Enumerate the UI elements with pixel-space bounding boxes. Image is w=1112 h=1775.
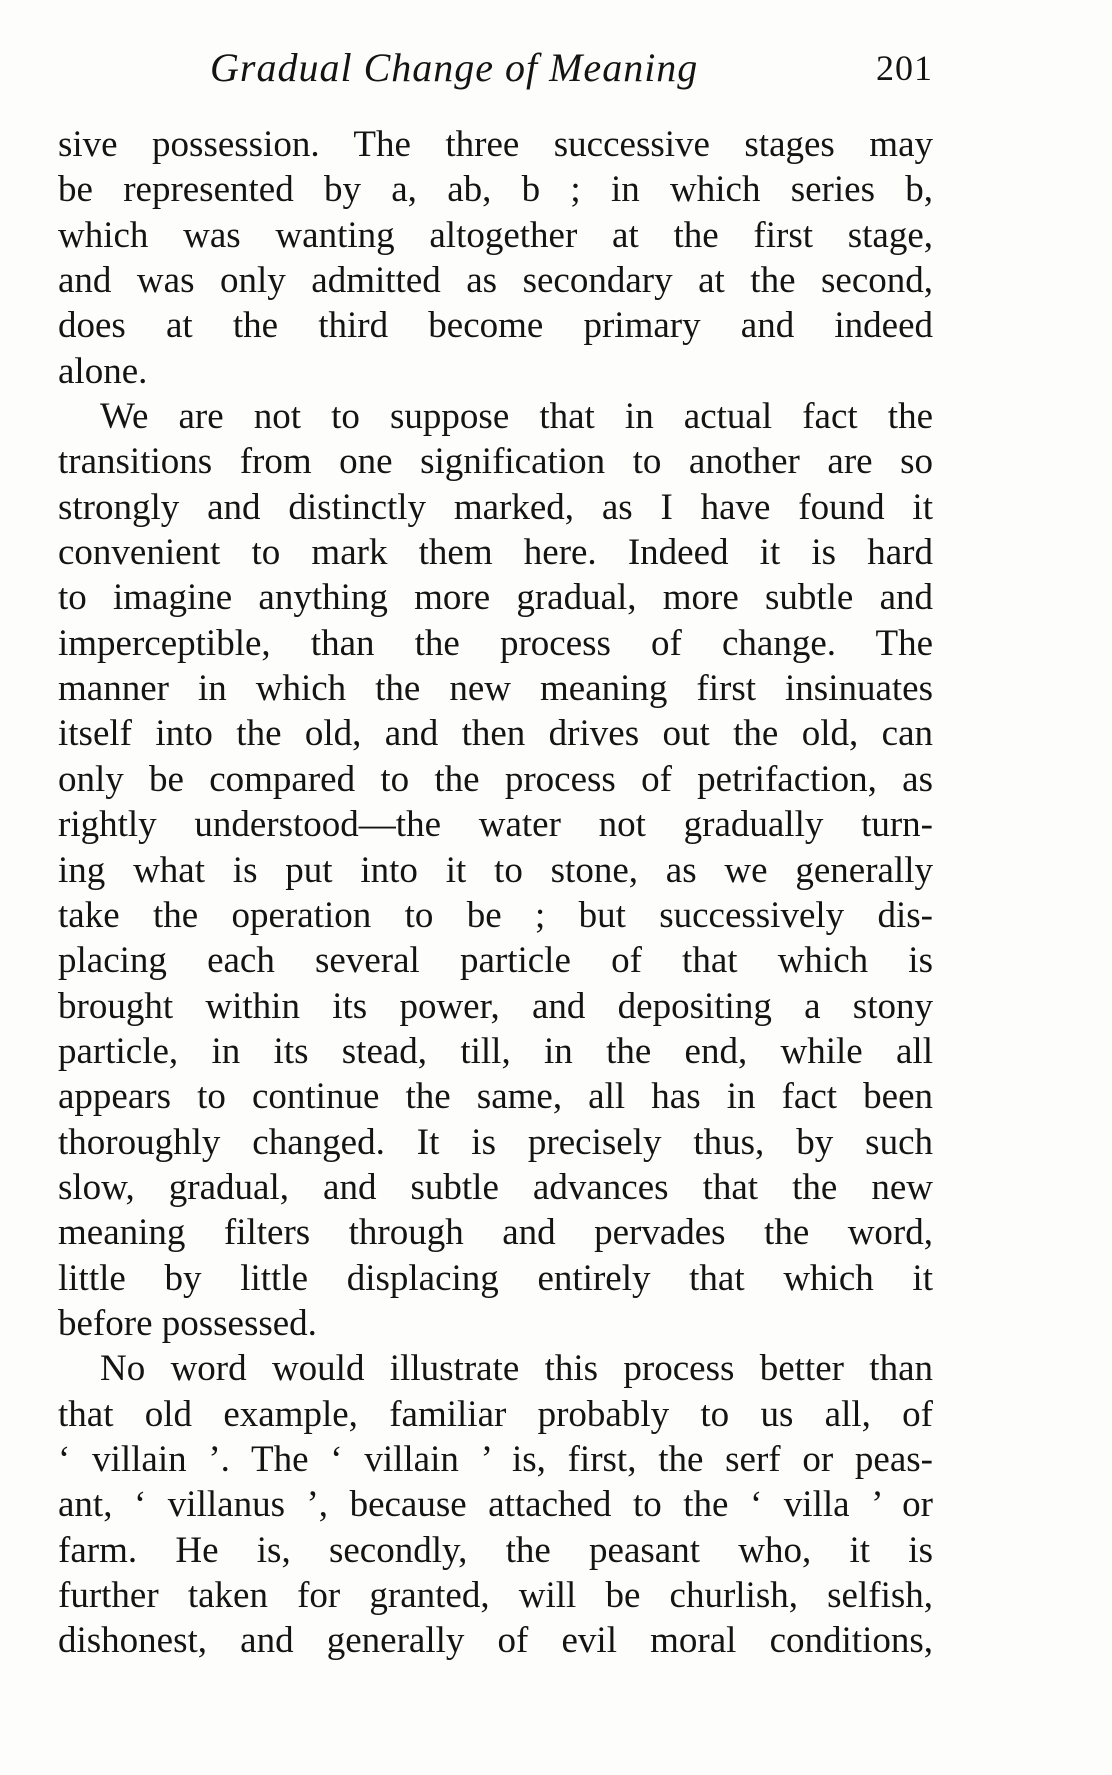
running-title: Gradual Change of Meaning	[210, 45, 699, 90]
text-line: sive possession. The three successive stages may	[58, 124, 933, 165]
text-line: appears to continue the same, all has in fact been	[58, 1076, 933, 1118]
text-line: does at the third become primary and indeed	[58, 305, 933, 347]
text-line: ‘ villain ’. The ‘ villain ’ is, first, the serf or peas-	[58, 1438, 933, 1480]
text-line: imperceptible, than the process of change. The	[58, 622, 933, 664]
text-line: before possessed.	[58, 1302, 317, 1344]
text-line: particle, in its stead, till, in the end, while all	[58, 1030, 933, 1072]
text-line: little by little displacing entirely that which it	[58, 1257, 933, 1299]
text-line: ant, ‘ villanus ’, because attached to the ‘ villa ’ or	[58, 1484, 933, 1526]
text-line: alone.	[58, 350, 148, 392]
text-line: manner in which the new meaning first insinuates	[58, 668, 933, 710]
text-line: placing each several particle of that which is	[58, 940, 933, 982]
text-line: farm. He is, secondly, the peasant who, it is	[58, 1529, 933, 1571]
text-line: We are not to suppose that in actual fact the	[100, 396, 933, 438]
text-line: dishonest, and generally of evil moral conditions,	[58, 1620, 933, 1662]
text-line: convenient to mark them here. Indeed it is hard	[58, 532, 933, 574]
text-line: strongly and distinctly marked, as I have found it	[58, 486, 933, 528]
text-line: brought within its power, and depositing a stony	[58, 985, 933, 1027]
page-number: 201	[876, 48, 933, 88]
text-line: further taken for granted, will be churlish, selfish,	[58, 1575, 933, 1616]
body-text	[58, 122, 933, 1664]
text-line: slow, gradual, and subtle advances that the new	[58, 1166, 933, 1208]
text-line: to imagine anything more gradual, more subtle and	[58, 577, 933, 619]
text-line: which was wanting altogether at the first stage,	[58, 214, 933, 256]
text-line: and was only admitted as secondary at the second,	[58, 260, 933, 302]
text-line: only be compared to the process of petrifaction, as	[58, 758, 933, 800]
text-line: rightly understood—the water not gradually turn-	[58, 804, 933, 846]
text-line: ing what is put into it to stone, as we generally	[58, 849, 933, 891]
text-line: take the operation to be ; but successively dis-	[58, 894, 933, 936]
text-line: thoroughly changed. It is precisely thus, by such	[58, 1121, 933, 1163]
text-line: No word would illustrate this process better than	[100, 1348, 933, 1390]
text-line: be represented by a, ab, b ; in which series b,	[58, 169, 933, 211]
running-head	[210, 38, 933, 98]
text-line: transitions from one signification to another are so	[58, 441, 933, 483]
text-line: meaning filters through and pervades the word,	[58, 1212, 933, 1254]
text-line: itself into the old, and then drives out the old, can	[58, 713, 933, 755]
text-line: that old example, familiar probably to us all, of	[58, 1393, 933, 1435]
